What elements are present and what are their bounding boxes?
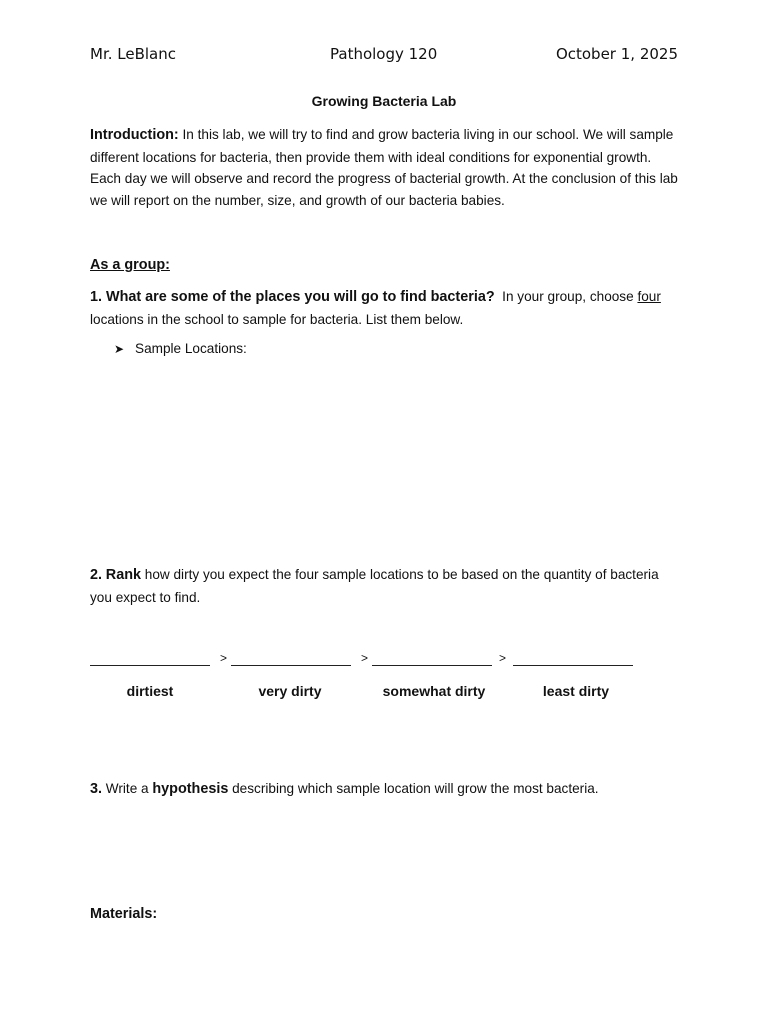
question-1-underlined: four — [637, 289, 661, 304]
rank-blank-2[interactable] — [231, 650, 351, 666]
question-3-keyword: hypothesis — [152, 781, 229, 797]
rank-blank-3[interactable] — [372, 650, 492, 666]
date: October 1, 2025 — [555, 45, 678, 63]
rank-label-somewhat-dirty: somewhat dirty — [382, 683, 486, 699]
rank-label-least-dirty: least dirty — [542, 683, 610, 699]
introduction-paragraph — [90, 124, 680, 211]
rank-label-very-dirty: very dirty — [258, 683, 322, 699]
rank-blank-4[interactable] — [513, 650, 633, 666]
introduction-text: In this lab, we will try to find and grow bacteria living in our school. We will sample different locations for bacteria, then provide them with ideal conditions for exponential growth. Each day we will observe and record the progress of bacterial growth. At the conclusion of this lab we will report on the number, size, and growth of our bacteria babies. — [90, 127, 678, 208]
group-heading — [90, 254, 680, 277]
sample-locations-label: Sample Locations: — [135, 341, 247, 356]
question-3-text-after: describing which sample location will grow the most bacteria. — [228, 781, 599, 796]
rank-label-dirtiest: dirtiest — [126, 683, 174, 699]
question-2-text: how dirty you expect the four sample locations to be based on the quantity of bacteria you expect to find. — [90, 567, 659, 605]
page-header — [90, 45, 678, 65]
rank-separator: > — [499, 651, 507, 665]
introduction-label: Introduction: — [90, 127, 179, 143]
course-name: Pathology 120 — [330, 45, 438, 63]
page-title: Growing Bacteria Lab — [311, 93, 457, 109]
rank-separator: > — [361, 651, 369, 665]
question-1-prompt: 1. What are some of the places you will go to find bacteria? — [90, 289, 495, 305]
materials-heading: Materials: — [90, 906, 158, 922]
question-1 — [90, 286, 680, 330]
group-heading-text: As a group: — [90, 257, 170, 273]
question-3 — [90, 778, 680, 801]
question-1-text-after: locations in the school to sample for bacteria. List them below. — [90, 311, 464, 327]
question-2 — [90, 564, 680, 608]
question-2-keyword: Rank — [105, 567, 141, 583]
sample-locations-bullet — [114, 341, 247, 356]
rank-blank-1[interactable] — [90, 650, 210, 666]
arrowhead-bullet-icon: ➤ — [114, 342, 125, 356]
rank-separator: > — [220, 651, 228, 665]
question-2-number: 2. — [90, 567, 103, 583]
teacher-name: Mr. LeBlanc — [90, 45, 176, 63]
question-3-text-before: Write a — [102, 781, 153, 796]
question-3-number: 3. — [90, 781, 103, 797]
question-1-text-before: In your group, choose — [494, 289, 638, 304]
